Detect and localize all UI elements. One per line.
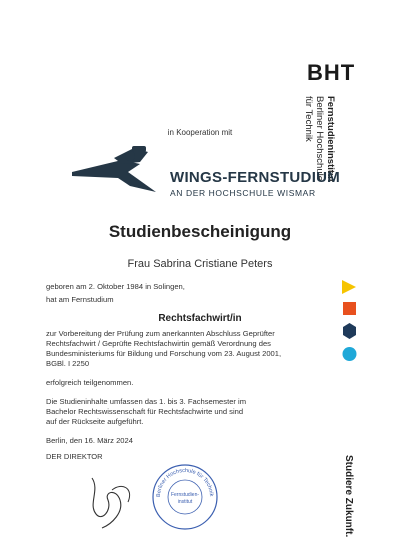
content-line: Bachelor Rechtswissenschaft für Rechtsfachwirte und sind [46,407,244,416]
enrolled-line: hat am Fernstudium [46,295,114,304]
document-title: Studienbescheinigung [108,222,292,241]
yellow-triangle-icon [342,280,356,294]
bht-logo [307,60,355,86]
seal-outer-text: Berliner Hochschule für Technik [155,467,215,498]
wings-subtitle: AN DER HOCHSCHULE WISMAR [170,188,316,198]
purpose-text [46,329,316,369]
orange-square-icon [343,302,356,315]
person-name: Frau Sabrina Cristiane Peters [127,258,273,270]
cooperation-text: in Kooperation mit [167,128,233,137]
institute-name [303,96,336,216]
decorative-shapes [340,278,360,368]
purpose-line: BGBl. I 2250 [46,359,90,368]
wings-name: WINGS-FERNSTUDIUM [170,169,341,186]
seal-inner-line-2: institut [177,499,193,505]
institute-line-2: Berliner Hochschule [314,96,325,182]
content-line: auf der Rückseite aufgeführt. [46,417,144,426]
content-line: Die Studieninhalte umfassen das 1. bis 3. Fachsemester im [46,397,247,406]
seal-inner-line-1: Fernstudien- [170,492,200,498]
birth-line: geboren am 2. Oktober 1984 in Solingen, [46,282,185,291]
slogan: Studiere Zukunft. [343,455,354,538]
institute-line-3: für Technik [303,96,314,142]
purpose-line: Bundesministeriums für Bildung und Forschung vom 23. August 2001, [46,349,282,358]
cyan-circle-icon [343,347,357,361]
completion-line: erfolgreich teilgenommen. [46,378,134,387]
purpose-line: Rechtsfachwirt / Geprüfte Rechtsfachwirtin gemäß Verordnung des [46,339,271,348]
institute-line-1: Fernstudieninstitut [325,96,336,183]
bht-logo-text: BHT [307,60,356,85]
navy-hexagon-icon [343,323,356,339]
signature [82,470,142,532]
purpose-line: zur Vorbereitung der Prüfung zum anerkannten Abschluss Geprüfter [46,329,275,338]
degree-title: Rechtsfachwirt/in [158,313,242,324]
wings-figure-icon [70,142,170,200]
signatory-title: DER DIREKTOR [46,452,103,461]
official-seal [150,462,220,532]
content-text [46,397,316,427]
place-date: Berlin, den 16. März 2024 [46,436,133,445]
